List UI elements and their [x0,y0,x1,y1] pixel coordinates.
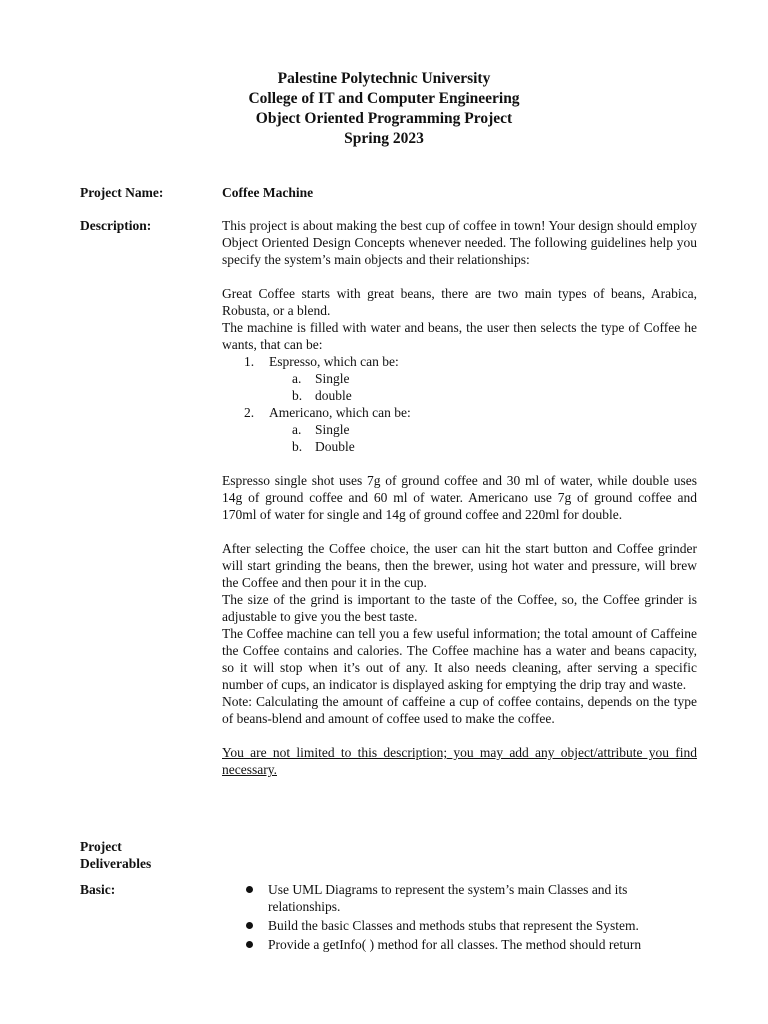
coffee-type-item [222,353,697,404]
list-marker: b. [292,439,303,454]
list-marker: 2. [244,405,255,420]
coffee-option-label: Single [315,422,350,437]
basic-item-text: Build the basic Classes and methods stubs that represent the System. [268,918,639,933]
coffee-types-list [222,353,697,455]
deliverables-label-line: Deliverables [80,856,152,871]
description-intro: This project is about making the best cup of coffee in town! Your design should employ Object Oriented Design Concepts whenever needed. The following guidelines help you specify the system’s main objects and their relationships: [222,218,697,267]
university-name: Palestine Polytechnic University [277,70,491,87]
coffee-option-list [269,370,697,404]
description-grind: The size of the grind is important to the taste of the Coffee, so, the Coffee grinder is adjustable to give you the best taste. [222,592,697,624]
description-process: After selecting the Coffee choice, the user can hit the start button and Coffee grinder will start grinding the beans, then the brewer, using hot water and pressure, will brew the Coffee and then pour it in the cup. [222,541,697,590]
basic-body [222,881,697,955]
bullet-icon [246,886,253,893]
project-name-value: Coffee Machine [222,185,314,200]
coffee-option-item [222,438,697,455]
description-label: Description: [80,218,152,233]
bullet-icon [246,941,253,948]
basic-item [222,881,697,915]
basic-item-text: Provide a getInfo( ) method for all classes. The method should return [268,937,642,952]
coffee-option-item [222,370,697,387]
bullet-icon [246,922,253,929]
coffee-type-label: Espresso, which can be: [269,354,399,369]
coffee-type-label: Americano, which can be: [269,405,411,420]
coffee-option-label: Double [315,439,355,454]
basic-item-text: Use UML Diagrams to represent the system’s main Classes and its relationships. [268,882,628,914]
term: Spring 2023 [344,130,424,147]
description-machine: The machine is filled with water and beans, the user then selects the type of Coffee he wants, that can be: [222,320,697,352]
document-header [0,69,768,149]
description-note: Note: Calculating the amount of caffeine a cup of coffee contains, depends on the type of beans-blend and amount of coffee used to make the coffee. [222,694,697,726]
basic-item [222,936,697,953]
basic-list [222,881,697,953]
description-info: The Coffee machine can tell you a few useful information; the total amount of Caffeine the Coffee contains and calories. The Coffee machine has a water and beans capacity, so it will stop when it’s out of any. It also needs cleaning, after serving a specific number of cups, an indicator is displayed asking for emptying the drip tray and waste. [222,626,697,692]
basic-item [222,917,697,934]
description-limit-note: You are not limited to this description; you may add any object/attribute you find necessary. [222,745,697,777]
coffee-option-item [222,387,697,404]
description-beans: Great Coffee starts with great beans, there are two main types of beans, Arabica, Robusta, or a blend. [222,286,697,318]
project-name-label: Project Name: [80,185,164,200]
deliverables-label-line: Project [80,839,122,854]
coffee-option-item [222,421,697,438]
list-marker: b. [292,388,303,403]
course-title: Object Oriented Programming Project [255,110,513,127]
description-body [222,217,697,778]
list-marker: 1. [244,354,255,369]
list-marker: a. [292,422,302,437]
coffee-option-list [269,421,697,455]
description-amounts: Espresso single shot uses 7g of ground coffee and 30 ml of water, while double uses 14g of ground coffee and 60 ml of water. Americano use 7g of ground coffee and 170ml of water for single and 14g of ground coffee and 220ml for double. [222,473,697,522]
coffee-option-label: double [315,388,352,403]
basic-label: Basic: [80,882,116,897]
coffee-type-item [222,404,697,455]
list-marker: a. [292,371,302,386]
college-name: College of IT and Computer Engineering [248,90,520,107]
coffee-option-label: Single [315,371,350,386]
deliverables-label [80,838,151,872]
